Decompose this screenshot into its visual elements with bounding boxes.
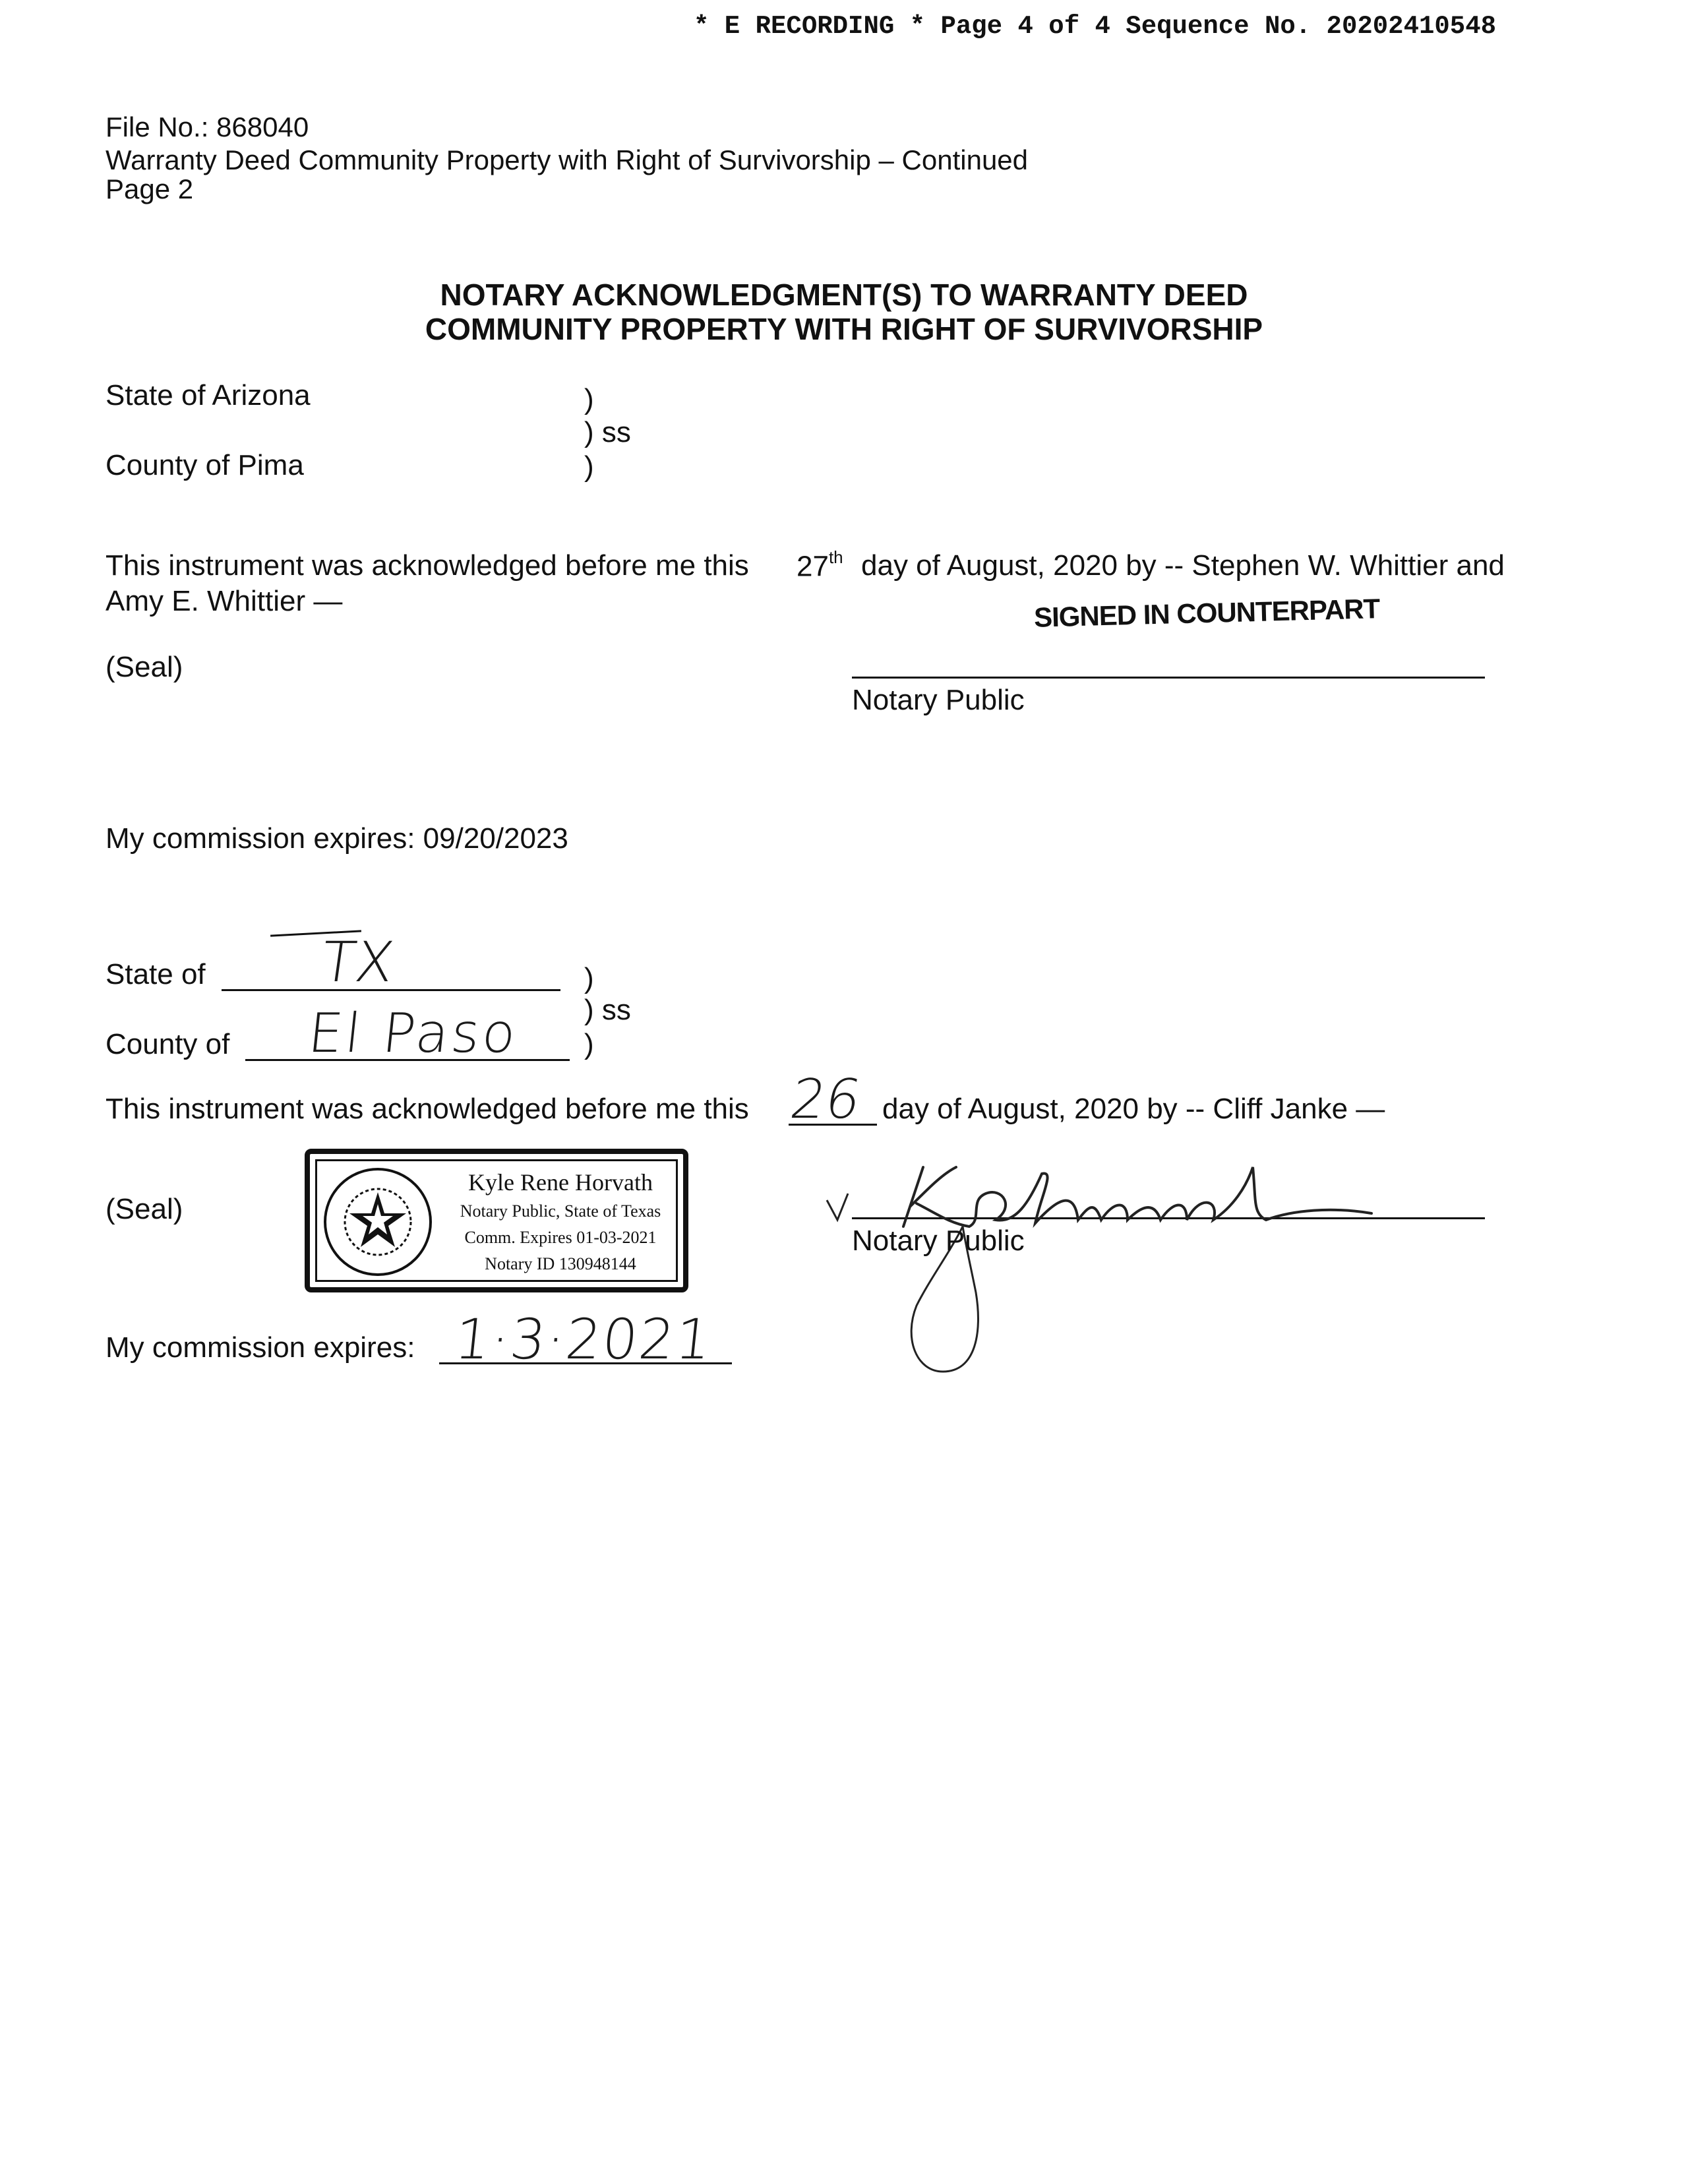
ack1-state: State of Arizona [106,379,311,411]
ack2-text-after: day of August, 2020 by -- Cliff Janke — [882,1093,1385,1125]
ack2-ss: ) ss [584,994,631,1026]
ack1-signature-line [852,677,1485,679]
heading-line-2: COMMUNITY PROPERTY WITH RIGHT OF SURVIVORSHIP [425,312,1263,346]
ack1-seal-label: (Seal) [106,651,183,683]
ack2-county-label: County of [106,1028,230,1060]
ack1-day [797,547,843,583]
page-label: Page 2 [106,173,194,204]
texas-star-seal-icon [322,1166,434,1278]
notary-stamp-line-4: Notary ID 130948144 [485,1254,636,1273]
ack1-day-number: 27 [797,550,829,583]
notary-stamp-name: Kyle Rene Horvath [468,1169,653,1196]
file-number: File No.: 868040 [106,111,309,142]
ack1-text-before: This instrument was acknowledged before me this [106,549,749,582]
ack1-line-2: Amy E. Whittier — [106,585,343,617]
ack1-commission: My commission expires: 09/20/2023 [106,822,568,855]
ack2-text-before: This instrument was acknowledged before me this [106,1093,749,1125]
ack2-paren-bottom: ) [584,1028,594,1060]
ack1-notary-label: Notary Public [852,684,1025,716]
ack1-paren-bottom: ) [584,450,594,483]
signed-in-counterpart-stamp: SIGNED IN COUNTERPART [1033,593,1380,633]
ack2-state-label: State of [106,958,206,990]
ack2-day-handwritten: 26 [785,1068,866,1131]
notary-signature-icon [818,1147,1477,1385]
ack2-seal-label: (Seal) [106,1193,183,1225]
notary-stamp-line-3: Comm. Expires 01-03-2021 [464,1228,657,1247]
ack2-paren-top: ) [584,962,594,994]
ack2-commission-label: My commission expires: [106,1331,415,1364]
ack2-state-handwritten: TX [317,930,398,994]
ack1-ss: ) ss [584,416,631,448]
recording-header: * E RECORDING * Page 4 of 4 Sequence No. 20202410548 [694,12,1496,41]
document-title-continued: Warranty Deed Community Property with Right of Survivorship – Continued [106,144,1029,175]
ack1-day-suffix: th [828,547,843,567]
ack1-text-after: day of August, 2020 by -- Stephen W. Whittier and [861,549,1505,582]
ack1-paren-top: ) [584,383,594,415]
ack2-commission-handwritten: 1·3·2021 [451,1307,716,1372]
notary-stamp-line-2: Notary Public, State of Texas [460,1201,661,1221]
ack1-county: County of Pima [106,449,304,481]
ack2-notary-label: Notary Public [852,1225,1025,1257]
notary-stamp [305,1149,688,1292]
ack2-state-line [222,989,560,991]
heading-line-1: NOTARY ACKNOWLEDGMENT(S) TO WARRANTY DEED [440,278,1248,312]
ack2-county-handwritten: El Paso [305,1002,522,1065]
